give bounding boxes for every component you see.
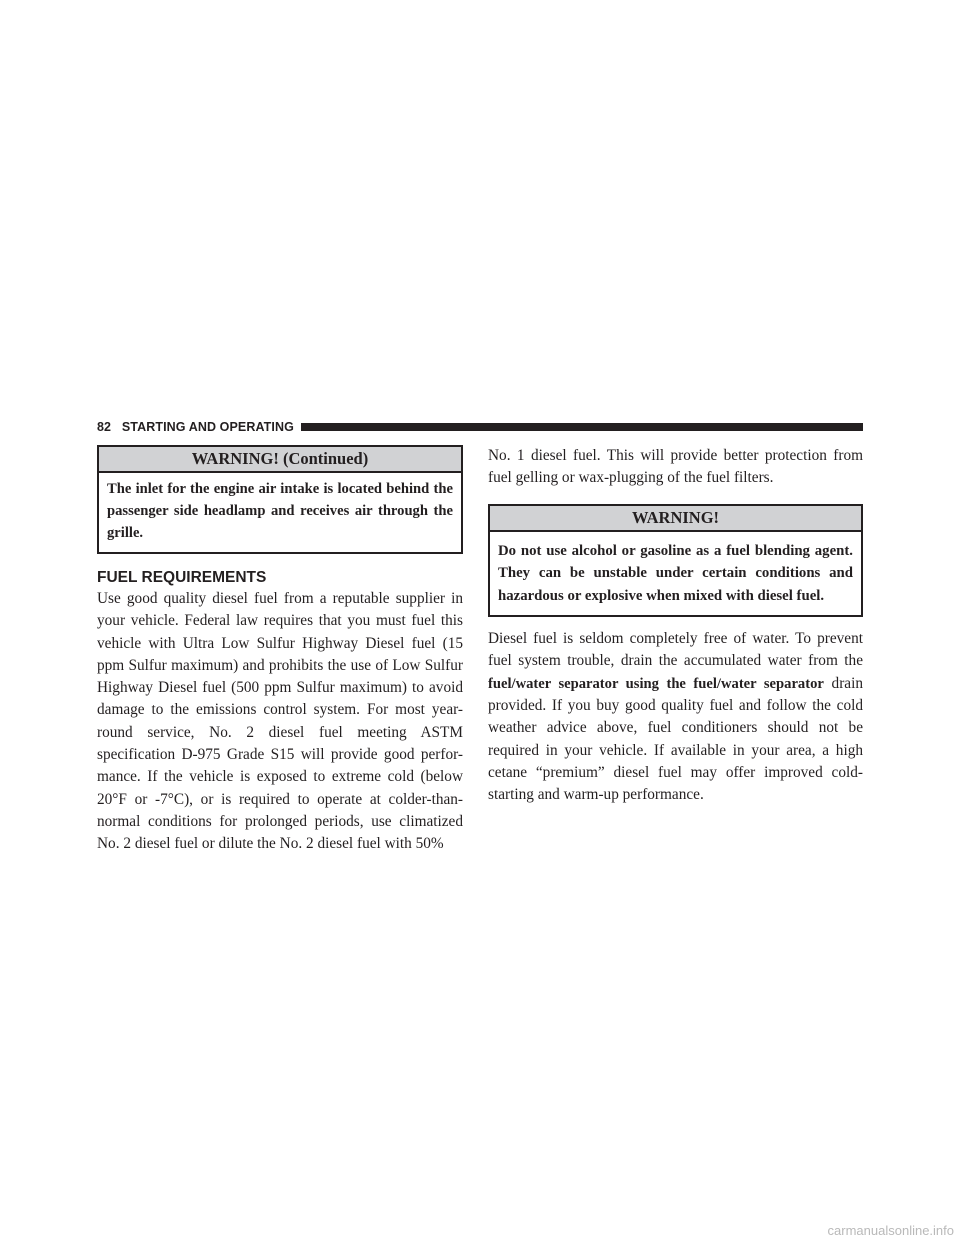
water-paragraph-bold: fuel/water separator using the fuel/water separator xyxy=(488,675,824,692)
section-heading: FUEL REQUIREMENTS xyxy=(97,569,267,586)
right-column xyxy=(488,445,863,806)
page-header-text xyxy=(97,419,294,435)
warning-continued-box xyxy=(97,445,463,554)
water-paragraph-end: drain provided. If you buy good quality fuel and follow the cold weather advice above, fuel conditioners should not be required in your vehicle. If available in your area, a high cetane “premium” diesel fuel may offer improved cold-starting and warm-up performance. xyxy=(488,674,863,804)
water-paragraph xyxy=(488,628,863,806)
section-title: STARTING AND OPERATING xyxy=(121,420,294,434)
left-column xyxy=(97,445,463,856)
page-number: 82 xyxy=(97,420,112,434)
warning-box xyxy=(488,504,863,618)
warning-continued-body: The inlet for the engine air intake is located behind the passenger side headlamp and receives air through the grille. xyxy=(107,481,453,541)
fuel-requirements-paragraph: Use good quality diesel fuel from a reputable supplier in your vehicle. Federal law requires that you must fuel this vehicle with Ultra Low Sulfur Highway Diesel fuel (15 ppm Sulfur maximum) and prohibits the use of Low Sulfur Highway Diesel fuel (500 ppm Sulfur maximum) to avoid damage to the emissions control system. For most year-round service, No. 2 diesel fuel meeting ASTM specification D-975 Grade S15 will provide good perfor-mance. If the vehicle is exposed to extreme cold (below 20°F or -7°C), or is required to operate at colder-than-normal conditions for prolonged periods, use climatized No. 2 diesel fuel or dilute the No. 2 diesel fuel with 50% xyxy=(97,590,463,853)
warning-body: Do not use alcohol or gasoline as a fuel blending agent. They can be unstable under certain conditions and hazardous or explosive when mixed with diesel fuel. xyxy=(498,542,853,604)
continuation-paragraph: No. 1 diesel fuel. This will provide better protection from fuel gelling or wax-plugging of the fuel filters. xyxy=(488,447,863,487)
header-rule xyxy=(301,423,863,431)
warning-continued-title: WARNING! (Continued) xyxy=(99,447,461,473)
water-paragraph-start: Diesel fuel is seldom completely free of water. To prevent fuel system trouble, drain the accumulated water from the xyxy=(488,630,863,670)
watermark-text: carmanualsonline.info xyxy=(827,1223,954,1238)
page-header xyxy=(97,419,863,435)
warning-title: WARNING! xyxy=(490,506,861,532)
